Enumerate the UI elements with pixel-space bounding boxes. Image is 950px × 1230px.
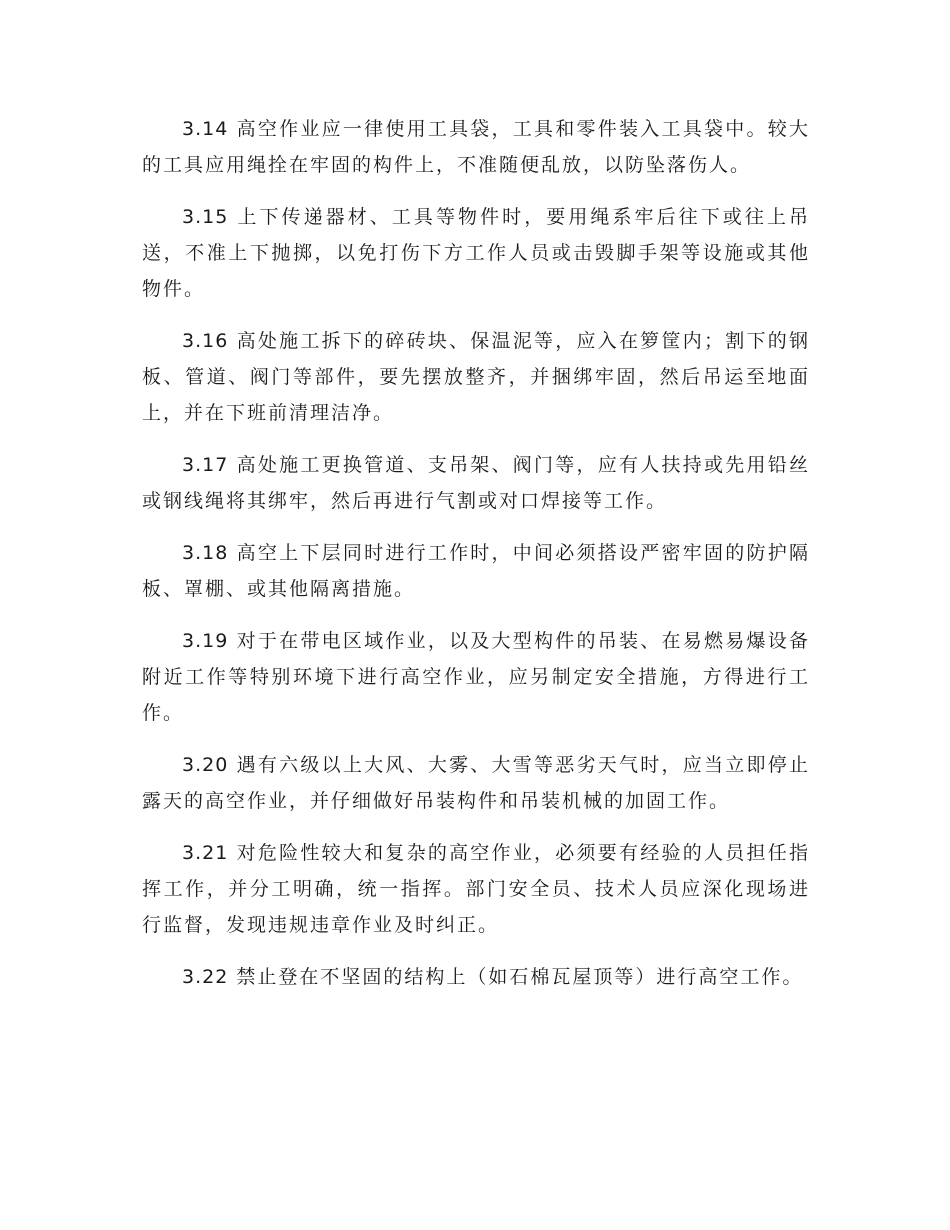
clause-number: 3.14 (182, 118, 229, 140)
clause-text: 高空作业应一律使用工具袋，工具和零件装入工具袋中。较大的工具应用绳拴在牢固的构件上，不准随便乱放，以防坠落伤人。 (142, 118, 810, 176)
clause-number: 3.20 (182, 754, 229, 776)
clause-paragraph (142, 447, 810, 519)
clause-paragraph (142, 199, 810, 307)
clause-text: 禁止登在不坚固的结构上（如石棉瓦屋顶等）进行高空工作。 (236, 966, 804, 988)
clause-paragraph (142, 835, 810, 943)
clause-number: 3.16 (182, 330, 229, 352)
clause-number: 3.21 (182, 842, 229, 864)
clause-number: 3.18 (182, 542, 229, 564)
clause-number: 3.22 (182, 966, 229, 988)
clause-number: 3.19 (182, 630, 229, 652)
clause-text: 对危险性较大和复杂的高空作业，必须要有经验的人员担任指挥工作，并分工明确，统一指挥。部门安全员、技术人员应深化现场进行监督，发现违规违章作业及时纠正。 (142, 842, 810, 936)
clause-text: 上下传递器材、工具等物件时，要用绳系牢后往下或往上吊送，不准上下抛掷，以免打伤下方工作人员或击毁脚手架等设施或其他物件。 (142, 206, 810, 300)
clause-paragraph (142, 535, 810, 607)
clause-text: 高空上下层同时进行工作时，中间必须搭设严密牢固的防护隔板、罩棚、或其他隔离措施。 (142, 542, 810, 600)
clause-number: 3.15 (182, 206, 229, 228)
clause-text: 高处施工拆下的碎砖块、保温泥等，应入在箩筐内；割下的钢板、管道、阀门等部件，要先摆放整齐，并捆绑牢固，然后吊运至地面上，并在下班前清理洁净。 (142, 330, 810, 424)
clause-number: 3.17 (182, 454, 229, 476)
clause-paragraph (142, 747, 810, 819)
clause-paragraph (142, 111, 810, 183)
clause-text: 遇有六级以上大风、大雾、大雪等恶劣天气时，应当立即停止露天的高空作业，并仔细做好吊装构件和吊装机械的加固工作。 (142, 754, 810, 812)
clause-text: 高处施工更换管道、支吊架、阀门等，应有人扶持或先用铅丝或钢线绳将其绑牢，然后再进行气割或对口焊接等工作。 (142, 454, 810, 512)
clause-paragraph (142, 323, 810, 431)
clause-paragraph (142, 959, 810, 995)
clause-text: 对于在带电区域作业，以及大型构件的吊装、在易燃易爆设备附近工作等特别环境下进行高空作业，应另制定安全措施，方得进行工作。 (142, 630, 810, 724)
document-body (142, 111, 810, 1011)
clause-paragraph (142, 623, 810, 731)
